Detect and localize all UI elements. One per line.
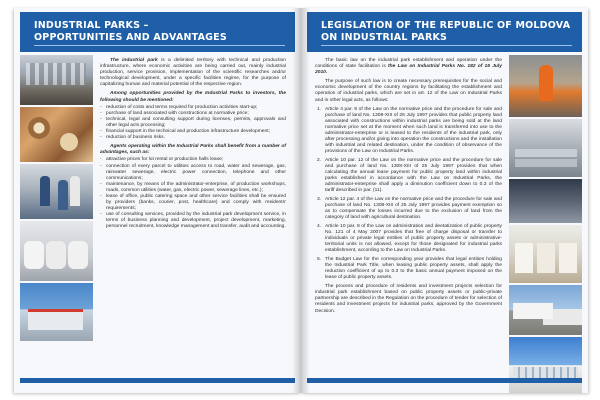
left-photo-column — [20, 55, 93, 343]
left-page-body — [100, 58, 286, 234]
left-title-line1: INDUSTRIAL PARKS – — [34, 20, 149, 31]
advantages-list — [100, 157, 286, 230]
header-rule — [34, 45, 285, 46]
park-building-photo — [20, 283, 93, 341]
opportunities-list — [100, 105, 286, 142]
warehouse-bags-photo — [509, 225, 582, 283]
spine-shadow — [292, 8, 310, 393]
list-item — [315, 224, 502, 254]
article-text: Article 4 par. 9 of the Law on the normative price and the procedure for sale and purchase of land No. 1308-XIII of 25 July 1997 provides that public property land associated with constructions within industrial parks are being sold at the land normative price set at the moment when such land is transferred into use to the administrator-enterprise or is leased to the residents of the industrial park, only after processing and/or giving into operation the constructions and the installation with industrial and related destination, under the condition of observance of the provisions of the Law on Industrial Parks. — [325, 106, 502, 155]
left-page-title — [20, 12, 295, 44]
office-building-photo — [509, 337, 582, 393]
production-goods-photo — [20, 107, 93, 162]
intro-paragraph — [100, 58, 286, 88]
left-title-line2: OPPORTUNITIES AND ADVANTAGES — [34, 32, 227, 43]
list-item: - technical, legal and consulting support during licenses, permits, approvals and other legal acts processing; — [100, 117, 286, 129]
articles-list — [315, 107, 502, 282]
article-text: The Budget Law for the corresponding year provides that legal entities holding the Industrial Park Title, when leasing public property assets, shall apply the reduction coefficient of up to 0.3 to the basic annual payment imposed on the lease of public property assets. — [325, 256, 502, 281]
workers-photo — [20, 164, 93, 219]
law-purpose-paragraph: The purpose of such law is to create necessary prerequisites for the social and economic development of the country regions by facilitating the establishment and operation of industrial parks, which are set in art. 12 of the Law on Industrial Parks and in other legal acts, as follows: — [315, 79, 502, 103]
list-item: - purchase of land associated with constructions at normative price; — [100, 111, 286, 117]
left-page-header — [20, 12, 295, 52]
trucks-photo — [509, 285, 582, 335]
worker-photo — [509, 55, 582, 117]
article-text: Article 10 par. 8 of the Law on administration and deetatization of public property No. 121 of 4 May 2007 provides that free of charge disposal or transfer to individuals or private legal entities of public property assets or administrative-territorial units is not allowed, except for those designated for industrial parks establishment, according to the Law on Industrial Parks. — [325, 223, 502, 254]
list-item: - reduction of costs and terms required for production activities start-up; — [100, 105, 286, 111]
list-item — [315, 158, 502, 195]
list-item — [315, 197, 502, 221]
header-rule — [321, 45, 572, 46]
article-number: 4. — [317, 223, 322, 229]
article-number: 2. — [317, 157, 322, 163]
list-item: - attractive prices for lot rental or production halls lease; — [100, 157, 286, 163]
list-item: - connection of every parcel to utilities access to road, water and sewerage, gas, rainwater sewerage, electric power connection, telephone and other communications; — [100, 164, 286, 182]
industrial-rolls-photo — [20, 221, 93, 281]
right-bottom-bar — [307, 378, 582, 383]
list-item: - maintenance, by means of the administrator-enterprise, of production workshops, roads, common utilities (water, gas, electric power, sewerage lines, etc.); — [100, 182, 286, 194]
article-text: Article 12 par. 4 of the Law on the normative price and the procedure for sale and purchase of land No. 1308-XIII of 25 July 1997 provides payment exemption so as to compensate the losses incurred due to the exclusion of land from the category of land with agricultural destination. — [325, 196, 502, 221]
list-item — [315, 107, 502, 156]
law-intro-start: The basic law on the industrial park establishment and operation under the conditions of state facilitation is — [315, 58, 502, 70]
right-page — [301, 8, 588, 393]
closing-paragraph: The process and procedure of residents and investment projects selection for industrial park establishment based on public property assets or public-private partnership are described in the Regulation on the procedure of tender for selection of residents and investment projects for industrial parks, approved by the Government Decision. — [315, 284, 502, 314]
article-number: 1. — [317, 106, 322, 112]
factory-hall-photo — [20, 55, 93, 105]
law-intro-paragraph — [315, 58, 502, 76]
article-text: Article 10 par. 12 of the Law on the normative price and the procedure for sale and purchase of land No. 1308-XIII of 25 July 1997 provides that when calculating the annual lease payment for public property land within industrial parks established in accordance with the Law on Industrial Parks, the administrator-enterprise shall apply a diminution coefficient down to 0.3 of the tariff described in par. (11). — [325, 157, 502, 194]
law-name: the Law on Industrial Parks No. 182 of 15 July 2010. — [315, 64, 502, 76]
right-photo-column — [509, 55, 582, 393]
brochure-spread — [14, 8, 588, 393]
right-title-line1: LEGISLATION OF THE REPUBLIC OF MOLDOVA — [321, 20, 571, 31]
article-number: 5. — [317, 256, 322, 262]
intro-rest: is a delimited territory with technical and production infrastructure, where economic activities are being carried out, mainly industrial production, service provision, implementation of the scientific researches and/or technological development, under a specific facilities regime, for the purpose of capitalizing human and material potential of the respective region. — [100, 58, 286, 88]
right-page-header — [307, 12, 582, 52]
left-bottom-bar — [20, 378, 295, 383]
list-item: - use of consulting services, provided by the industrial park development service, in terms of business planning and development, project development, marketing, personnel recruitment, knowledge management and transfer, audit and accounting. — [100, 212, 286, 230]
list-item — [315, 257, 502, 281]
list-item: - reduction of business risks. — [100, 135, 286, 141]
opportunities-heading: Among opportunities provided by the Industrial Parks to investors, the following should be mentioned: — [100, 91, 286, 103]
article-number: 3. — [317, 196, 322, 202]
fabric-production-photo — [509, 179, 582, 223]
right-page-title — [307, 12, 582, 44]
list-item: - financial support in the technical and production infrastructure development; — [100, 129, 286, 135]
left-page — [14, 8, 301, 393]
list-item: - lease of office, public catering space and other service facilities shall be ensured by providers (banks, courier, post, healthcare) and comply with residents' requirements; — [100, 194, 286, 212]
intro-lead: The industrial park — [110, 58, 158, 63]
steel-structure-photo — [509, 119, 582, 177]
right-title-line2: ON INDUSTRIAL PARKS — [321, 32, 448, 43]
advantages-heading: Agents operating within the Industrial Parks shall benefit from a number of advantages, such as: — [100, 144, 286, 156]
right-page-body — [315, 58, 502, 318]
